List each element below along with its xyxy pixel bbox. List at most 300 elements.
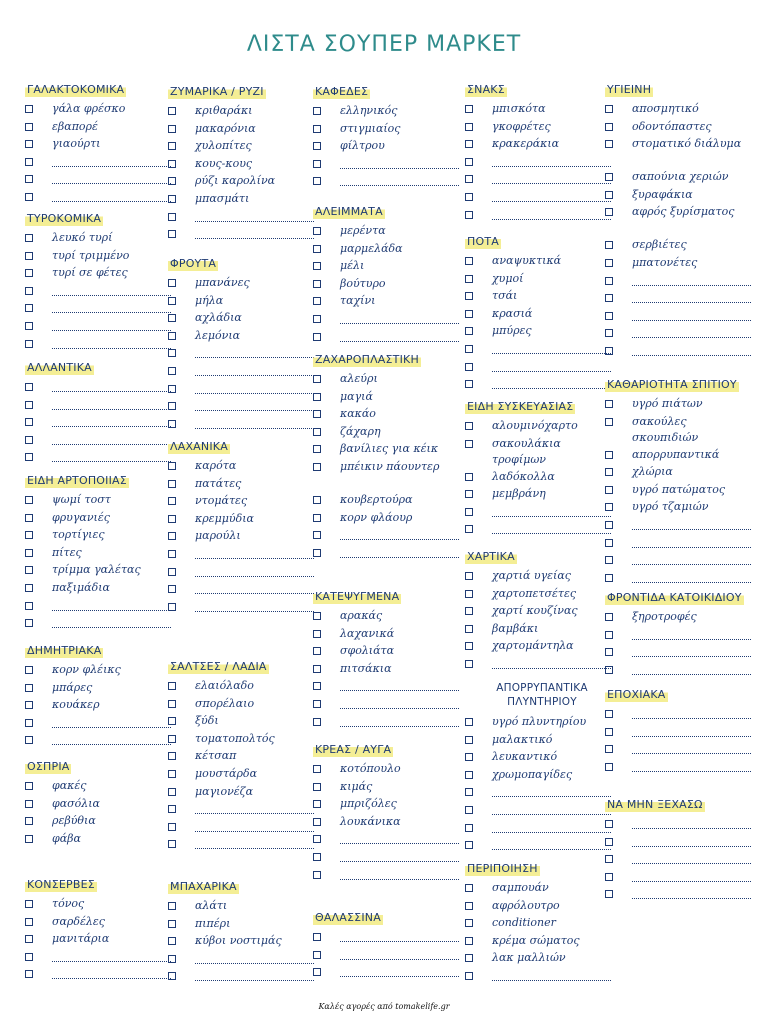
checklist-item[interactable] (313, 849, 463, 867)
checklist-item[interactable] (313, 643, 463, 661)
blank-line[interactable] (632, 355, 751, 356)
checklist-item[interactable] (168, 696, 318, 714)
checklist-item[interactable] (313, 223, 463, 241)
blank-line[interactable] (195, 963, 314, 964)
blank-line[interactable] (632, 564, 751, 565)
checklist-item[interactable] (605, 724, 755, 742)
blank-line[interactable] (492, 849, 611, 850)
checkbox[interactable] (465, 473, 473, 481)
blank-line[interactable] (195, 375, 314, 376)
checkbox[interactable] (465, 718, 473, 726)
checkbox[interactable] (605, 539, 613, 547)
checkbox[interactable] (25, 566, 33, 574)
checklist-item[interactable] (25, 914, 175, 932)
checkbox[interactable] (25, 193, 33, 201)
checkbox[interactable] (25, 436, 33, 444)
checklist-item[interactable] (465, 486, 615, 504)
checklist-item[interactable] (168, 381, 318, 399)
checklist-item[interactable] (168, 784, 318, 802)
checkbox[interactable] (168, 568, 176, 576)
checkbox[interactable] (25, 953, 33, 961)
checkbox[interactable] (168, 349, 176, 357)
checklist-item[interactable] (605, 290, 755, 308)
checklist-item[interactable] (605, 535, 755, 553)
checkbox[interactable] (25, 340, 33, 348)
checklist-item[interactable] (605, 325, 755, 343)
checklist-item[interactable] (465, 603, 615, 621)
checklist-item[interactable] (25, 598, 175, 616)
checkbox[interactable] (313, 682, 321, 690)
checkbox[interactable] (465, 753, 473, 761)
blank-line[interactable] (340, 168, 459, 169)
blank-line[interactable] (52, 744, 171, 745)
checklist-item[interactable] (465, 968, 615, 986)
checklist-item[interactable] (168, 581, 318, 599)
checkbox[interactable] (605, 329, 613, 337)
checklist-item[interactable] (25, 527, 175, 545)
checkbox[interactable] (168, 823, 176, 831)
checkbox[interactable] (465, 660, 473, 668)
blank-line[interactable] (195, 813, 314, 814)
checkbox[interactable] (465, 788, 473, 796)
checkbox[interactable] (168, 142, 176, 150)
blank-line[interactable] (632, 639, 751, 640)
checkbox[interactable] (605, 140, 613, 148)
blank-line[interactable] (340, 323, 459, 324)
checkbox[interactable] (605, 418, 613, 426)
checkbox[interactable] (313, 700, 321, 708)
checklist-item[interactable] (168, 564, 318, 582)
blank-line[interactable] (195, 593, 314, 594)
checklist-item[interactable] (25, 432, 175, 450)
checklist-item[interactable] (25, 492, 175, 510)
checklist-item[interactable] (605, 101, 755, 119)
blank-line[interactable] (632, 529, 751, 530)
checklist-item[interactable] (313, 678, 463, 696)
checkbox[interactable] (465, 824, 473, 832)
checklist-item[interactable] (605, 136, 755, 169)
checklist-item[interactable] (605, 662, 755, 680)
checklist-item[interactable] (465, 898, 615, 916)
checklist-item[interactable] (313, 814, 463, 832)
checklist-item[interactable] (313, 293, 463, 311)
checkbox[interactable] (313, 315, 321, 323)
blank-line[interactable] (52, 627, 171, 628)
checkbox[interactable] (25, 666, 33, 674)
checklist-item[interactable] (605, 609, 755, 627)
blank-line[interactable] (195, 848, 314, 849)
checkbox[interactable] (465, 158, 473, 166)
checkbox[interactable] (465, 642, 473, 650)
blank-line[interactable] (195, 221, 314, 222)
checklist-item[interactable] (25, 615, 175, 633)
checkbox[interactable] (25, 701, 33, 709)
checkbox[interactable] (465, 590, 473, 598)
checklist-item[interactable] (168, 293, 318, 311)
checkbox[interactable] (465, 257, 473, 265)
checklist-item[interactable] (168, 476, 318, 494)
blank-line[interactable] (52, 391, 171, 392)
checklist-item[interactable] (25, 813, 175, 831)
checklist-item[interactable] (25, 248, 175, 266)
blank-line[interactable] (52, 330, 171, 331)
checklist-item[interactable] (605, 816, 755, 834)
checklist-item[interactable] (168, 191, 318, 209)
checklist-item[interactable] (25, 931, 175, 949)
checkbox[interactable] (313, 428, 321, 436)
checklist-item[interactable] (313, 761, 463, 779)
blank-line[interactable] (492, 371, 611, 372)
checkbox[interactable] (25, 736, 33, 744)
checklist-item[interactable] (25, 154, 175, 172)
checkbox[interactable] (465, 841, 473, 849)
blank-line[interactable] (52, 201, 171, 202)
checklist-item[interactable] (465, 376, 615, 394)
blank-line[interactable] (52, 444, 171, 445)
checklist-item[interactable] (168, 898, 318, 916)
checklist-item[interactable] (313, 527, 463, 545)
blank-line[interactable] (632, 771, 751, 772)
checklist-item[interactable] (465, 119, 615, 137)
checklist-item[interactable] (25, 265, 175, 283)
checkbox[interactable] (465, 292, 473, 300)
checkbox[interactable] (313, 531, 321, 539)
blank-line[interactable] (340, 726, 459, 727)
checklist-item[interactable] (313, 389, 463, 407)
checklist-item[interactable] (605, 119, 755, 137)
checkbox[interactable] (25, 602, 33, 610)
blank-line[interactable] (492, 183, 611, 184)
blank-line[interactable] (632, 863, 751, 864)
checkbox[interactable] (168, 177, 176, 185)
blank-line[interactable] (195, 831, 314, 832)
checklist-item[interactable] (168, 493, 318, 511)
checklist-item[interactable] (168, 951, 318, 969)
checklist-item[interactable] (605, 759, 755, 777)
checkbox[interactable] (605, 241, 613, 249)
checklist-item[interactable] (313, 964, 463, 982)
checklist-item[interactable] (465, 880, 615, 898)
checklist-item[interactable] (168, 103, 318, 121)
checklist-item[interactable] (168, 678, 318, 696)
checklist-item[interactable] (25, 697, 175, 715)
checklist-item[interactable] (605, 627, 755, 645)
blank-line[interactable] (492, 668, 611, 669)
checklist-item[interactable] (465, 714, 615, 732)
blank-line[interactable] (340, 843, 459, 844)
checkbox[interactable] (168, 682, 176, 690)
checklist-item[interactable] (25, 101, 175, 119)
checklist-item[interactable] (25, 796, 175, 814)
checkbox[interactable] (465, 972, 473, 980)
checklist-item[interactable] (168, 275, 318, 293)
checkbox[interactable] (605, 277, 613, 285)
checklist-item[interactable] (605, 517, 755, 535)
checkbox[interactable] (313, 410, 321, 418)
checkbox[interactable] (465, 327, 473, 335)
blank-line[interactable] (492, 533, 611, 534)
checklist-item[interactable] (168, 226, 318, 244)
checklist-item[interactable] (168, 511, 318, 529)
blank-line[interactable] (340, 185, 459, 186)
checkbox[interactable] (313, 463, 321, 471)
checkbox[interactable] (465, 771, 473, 779)
checkbox[interactable] (168, 972, 176, 980)
checklist-item[interactable] (605, 644, 755, 662)
checklist-item[interactable] (313, 492, 463, 510)
checkbox[interactable] (25, 514, 33, 522)
blank-line[interactable] (492, 388, 611, 389)
checkbox[interactable] (465, 345, 473, 353)
checkbox[interactable] (465, 211, 473, 219)
checklist-item[interactable] (168, 328, 318, 346)
blank-line[interactable] (632, 753, 751, 754)
checkbox[interactable] (605, 173, 613, 181)
checklist-item[interactable] (313, 545, 463, 563)
checkbox[interactable] (25, 401, 33, 409)
checklist-item[interactable] (168, 209, 318, 227)
checklist-item[interactable] (168, 156, 318, 174)
checklist-item[interactable] (605, 886, 755, 904)
checkbox[interactable] (313, 665, 321, 673)
checkbox[interactable] (25, 684, 33, 692)
checkbox[interactable] (168, 420, 176, 428)
checkbox[interactable] (313, 177, 321, 185)
checkbox[interactable] (168, 805, 176, 813)
checkbox[interactable] (605, 312, 613, 320)
blank-line[interactable] (340, 708, 459, 709)
checklist-item[interactable] (25, 715, 175, 733)
checkbox[interactable] (168, 367, 176, 375)
blank-line[interactable] (52, 727, 171, 728)
checklist-item[interactable] (168, 819, 318, 837)
blank-line[interactable] (492, 796, 611, 797)
checkbox[interactable] (465, 937, 473, 945)
checklist-item[interactable] (25, 449, 175, 467)
blank-line[interactable] (195, 428, 314, 429)
checkbox[interactable] (605, 890, 613, 898)
blank-line[interactable] (52, 978, 171, 979)
checkbox[interactable] (605, 613, 613, 621)
checkbox[interactable] (313, 968, 321, 976)
checkbox[interactable] (313, 549, 321, 557)
checkbox[interactable] (313, 783, 321, 791)
checkbox[interactable] (25, 719, 33, 727)
checklist-item[interactable] (605, 204, 755, 237)
blank-line[interactable] (340, 557, 459, 558)
checkbox[interactable] (25, 383, 33, 391)
blank-line[interactable] (632, 674, 751, 675)
checkbox[interactable] (465, 422, 473, 430)
checkbox[interactable] (605, 763, 613, 771)
checkbox[interactable] (465, 525, 473, 533)
blank-line[interactable] (492, 516, 611, 517)
checkbox[interactable] (605, 666, 613, 674)
checklist-item[interactable] (25, 580, 175, 598)
checkbox[interactable] (605, 838, 613, 846)
blank-line[interactable] (52, 961, 171, 962)
checklist-item[interactable] (168, 599, 318, 617)
checkbox[interactable] (313, 142, 321, 150)
checklist-item[interactable] (313, 626, 463, 644)
blank-line[interactable] (52, 312, 171, 313)
checklist-item[interactable] (168, 546, 318, 564)
checkbox[interactable] (168, 314, 176, 322)
checkbox[interactable] (168, 462, 176, 470)
checklist-item[interactable] (168, 968, 318, 986)
checkbox[interactable] (313, 514, 321, 522)
checkbox[interactable] (25, 418, 33, 426)
checklist-item[interactable] (313, 510, 463, 528)
checklist-item[interactable] (25, 283, 175, 301)
checkbox[interactable] (313, 612, 321, 620)
checkbox[interactable] (313, 245, 321, 253)
checklist-item[interactable] (168, 933, 318, 951)
checklist-item[interactable] (313, 173, 463, 191)
checklist-item[interactable] (605, 169, 755, 187)
checklist-item[interactable] (313, 947, 463, 965)
checkbox[interactable] (313, 496, 321, 504)
blank-line[interactable] (340, 959, 459, 960)
checklist-item[interactable] (465, 171, 615, 189)
blank-line[interactable] (632, 846, 751, 847)
checklist-item[interactable] (465, 568, 615, 586)
checkbox[interactable] (605, 105, 613, 113)
checkbox[interactable] (605, 873, 613, 881)
checkbox[interactable] (465, 736, 473, 744)
blank-line[interactable] (195, 558, 314, 559)
blank-line[interactable] (195, 410, 314, 411)
checkbox[interactable] (25, 800, 33, 808)
checklist-item[interactable] (465, 767, 615, 785)
checklist-item[interactable] (605, 187, 755, 205)
checkbox[interactable] (605, 574, 613, 582)
checkbox[interactable] (168, 385, 176, 393)
blank-line[interactable] (492, 219, 611, 220)
checklist-item[interactable] (605, 414, 755, 447)
checklist-item[interactable] (605, 869, 755, 887)
checkbox[interactable] (465, 607, 473, 615)
blank-line[interactable] (195, 980, 314, 981)
checklist-item[interactable] (605, 464, 755, 482)
checklist-item[interactable] (313, 406, 463, 424)
blank-line[interactable] (52, 183, 171, 184)
checkbox[interactable] (25, 935, 33, 943)
checkbox[interactable] (25, 970, 33, 978)
checklist-item[interactable] (465, 469, 615, 487)
checklist-item[interactable] (168, 398, 318, 416)
checklist-item[interactable] (168, 121, 318, 139)
checkbox[interactable] (465, 440, 473, 448)
checklist-item[interactable] (168, 713, 318, 731)
checkbox[interactable] (168, 279, 176, 287)
checklist-item[interactable] (465, 915, 615, 933)
checkbox[interactable] (168, 735, 176, 743)
checklist-item[interactable] (313, 121, 463, 139)
blank-line[interactable] (340, 539, 459, 540)
checkbox[interactable] (25, 918, 33, 926)
checkbox[interactable] (25, 175, 33, 183)
checkbox[interactable] (313, 375, 321, 383)
checkbox[interactable] (605, 191, 613, 199)
blank-line[interactable] (52, 409, 171, 410)
checkbox[interactable] (25, 584, 33, 592)
checklist-item[interactable] (25, 896, 175, 914)
checklist-item[interactable] (465, 638, 615, 656)
checkbox[interactable] (465, 490, 473, 498)
blank-line[interactable] (632, 320, 751, 321)
checkbox[interactable] (605, 521, 613, 529)
blank-line[interactable] (632, 898, 751, 899)
checklist-item[interactable] (25, 318, 175, 336)
checklist-item[interactable] (25, 119, 175, 137)
checkbox[interactable] (465, 310, 473, 318)
checklist-item[interactable] (465, 253, 615, 271)
checkbox[interactable] (605, 820, 613, 828)
checkbox[interactable] (25, 140, 33, 148)
blank-line[interactable] (52, 295, 171, 296)
blank-line[interactable] (340, 976, 459, 977)
checklist-item[interactable] (605, 396, 755, 414)
checkbox[interactable] (605, 468, 613, 476)
checklist-item[interactable] (25, 949, 175, 967)
checklist-item[interactable] (465, 418, 615, 436)
checklist-item[interactable] (168, 801, 318, 819)
checklist-item[interactable] (605, 552, 755, 570)
checklist-item[interactable] (605, 343, 755, 361)
checklist-item[interactable] (25, 545, 175, 563)
checkbox[interactable] (313, 445, 321, 453)
checklist-item[interactable] (465, 306, 615, 324)
blank-line[interactable] (340, 879, 459, 880)
checkbox[interactable] (168, 788, 176, 796)
checkbox[interactable] (313, 280, 321, 288)
checkbox[interactable] (25, 287, 33, 295)
checkbox[interactable] (605, 728, 613, 736)
checkbox[interactable] (465, 625, 473, 633)
checklist-item[interactable] (605, 741, 755, 759)
checklist-item[interactable] (168, 836, 318, 854)
checklist-item[interactable] (168, 916, 318, 934)
checklist-item[interactable] (313, 329, 463, 347)
checklist-item[interactable] (25, 732, 175, 750)
blank-line[interactable] (195, 357, 314, 358)
checklist-item[interactable] (313, 929, 463, 947)
checkbox[interactable] (605, 503, 613, 511)
checkbox[interactable] (465, 902, 473, 910)
checkbox[interactable] (25, 496, 33, 504)
checkbox[interactable] (168, 700, 176, 708)
blank-line[interactable] (52, 461, 171, 462)
checklist-item[interactable] (605, 273, 755, 291)
checklist-item[interactable] (605, 851, 755, 869)
checklist-item[interactable] (605, 499, 755, 517)
checkbox[interactable] (168, 717, 176, 725)
checkbox[interactable] (605, 294, 613, 302)
blank-line[interactable] (632, 302, 751, 303)
checklist-item[interactable] (313, 796, 463, 814)
checkbox[interactable] (168, 160, 176, 168)
checklist-item[interactable] (25, 136, 175, 154)
checkbox[interactable] (605, 400, 613, 408)
checkbox[interactable] (25, 123, 33, 131)
checkbox[interactable] (25, 782, 33, 790)
checkbox[interactable] (25, 619, 33, 627)
checkbox[interactable] (168, 920, 176, 928)
checkbox[interactable] (313, 818, 321, 826)
checkbox[interactable] (168, 297, 176, 305)
checkbox[interactable] (313, 262, 321, 270)
